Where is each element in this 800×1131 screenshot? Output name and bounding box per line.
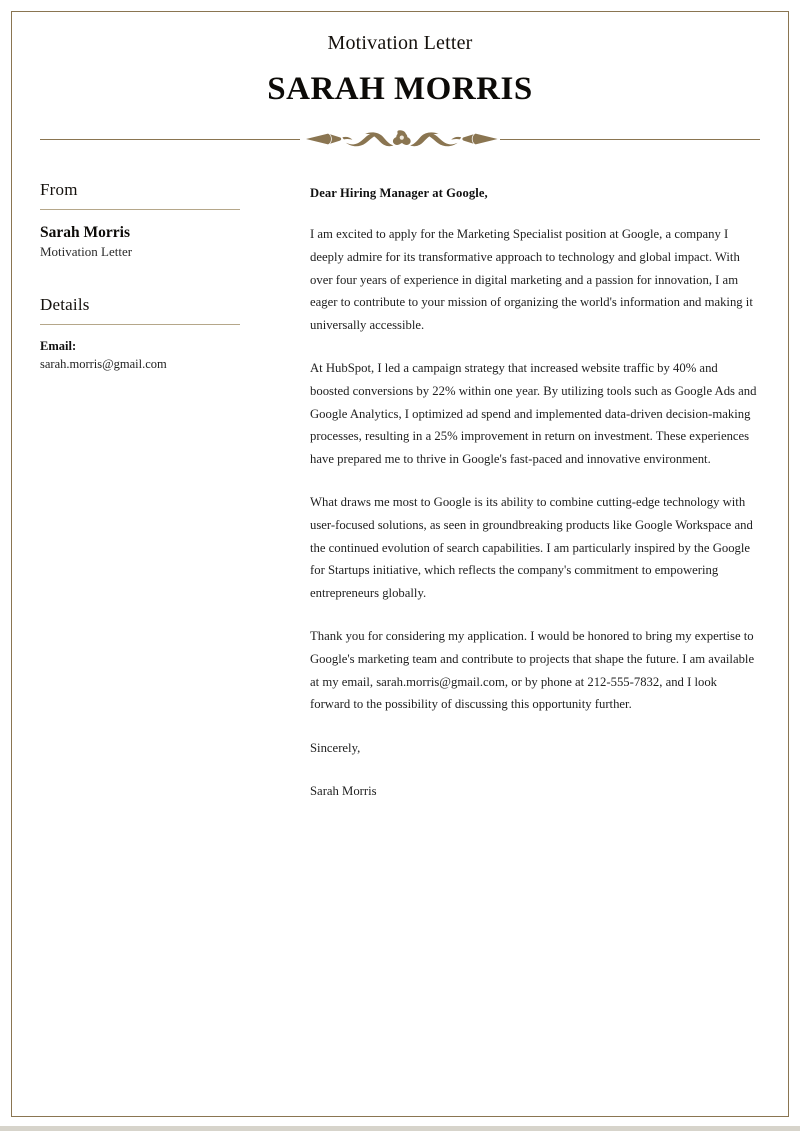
floral-flourish-icon	[302, 128, 498, 150]
ornamental-divider	[40, 126, 760, 152]
sidebar-section-details	[40, 295, 240, 372]
page-bottom-shadow	[0, 1126, 800, 1131]
letter-body	[40, 180, 760, 803]
letter-signature: Sarah Morris	[310, 784, 377, 799]
letter-paragraph-4: Thank you for considering my application. I would be honored to bring my expertise to Google's marketing team and contribute to projects that shape the future. I am available at my email, sarah.morris@gmail.com, or by phone at 212-555-7832, and I look forward to the possibility of discussing this opportunity further.	[310, 629, 755, 712]
letter-paragraph-2: At HubSpot, I led a campaign strategy that increased website traffic by 40% and boosted conversions by 22% within one year. By utilizing tools such as Google Ads and Google Analytics, I optimized ad spend and implemented data-driven decision-making processes, resulting in a 25% improvement in return on investment. These experiences have prepared me to thrive in Google's fast-paced and innovative environment.	[310, 361, 757, 466]
sidebar	[40, 180, 270, 372]
letter-content	[270, 180, 760, 803]
divider-rule-left	[40, 139, 300, 140]
letter-header	[40, 0, 760, 152]
letter-closing: Sincerely,	[310, 740, 361, 755]
detail-field-email	[40, 339, 240, 372]
sidebar-sender-subtitle: Motivation Letter	[40, 244, 133, 260]
document-kind-label: Motivation Letter	[327, 32, 473, 54]
sidebar-details-rule	[40, 324, 240, 325]
letter-salutation: Dear Hiring Manager at Google,	[310, 186, 488, 201]
letter-paragraph-3: What draws me most to Google is its ability to combine cutting-edge technology with user-focused solutions, as seen in groundbreaking products like Google Workspace and the continued evolution of search capabilities. I am particularly inspired by the Google for Startups initiative, which reflects the company's commitment to empowering entrepreneurs globally.	[310, 495, 753, 600]
divider-rule-right	[500, 139, 760, 140]
detail-value-email: sarah.morris@gmail.com	[40, 357, 167, 372]
applicant-name-title: SARAH MORRIS	[267, 71, 533, 107]
letter-paragraph-1: I am excited to apply for the Marketing Specialist position at Google, a company I deeply admire for its transformative approach to technology and global impact. With over four years of experience in digital marketing and a passion for innovation, I am eager to contribute to your mission of organizing the world's information and making it universally accessible.	[310, 227, 753, 332]
sidebar-section-from	[40, 180, 240, 260]
sidebar-from-rule	[40, 209, 240, 210]
sidebar-sender-name: Sarah Morris	[40, 224, 130, 242]
detail-label-email: Email:	[40, 339, 77, 354]
sidebar-from-heading: From	[40, 180, 78, 200]
sidebar-details-heading: Details	[40, 295, 90, 315]
